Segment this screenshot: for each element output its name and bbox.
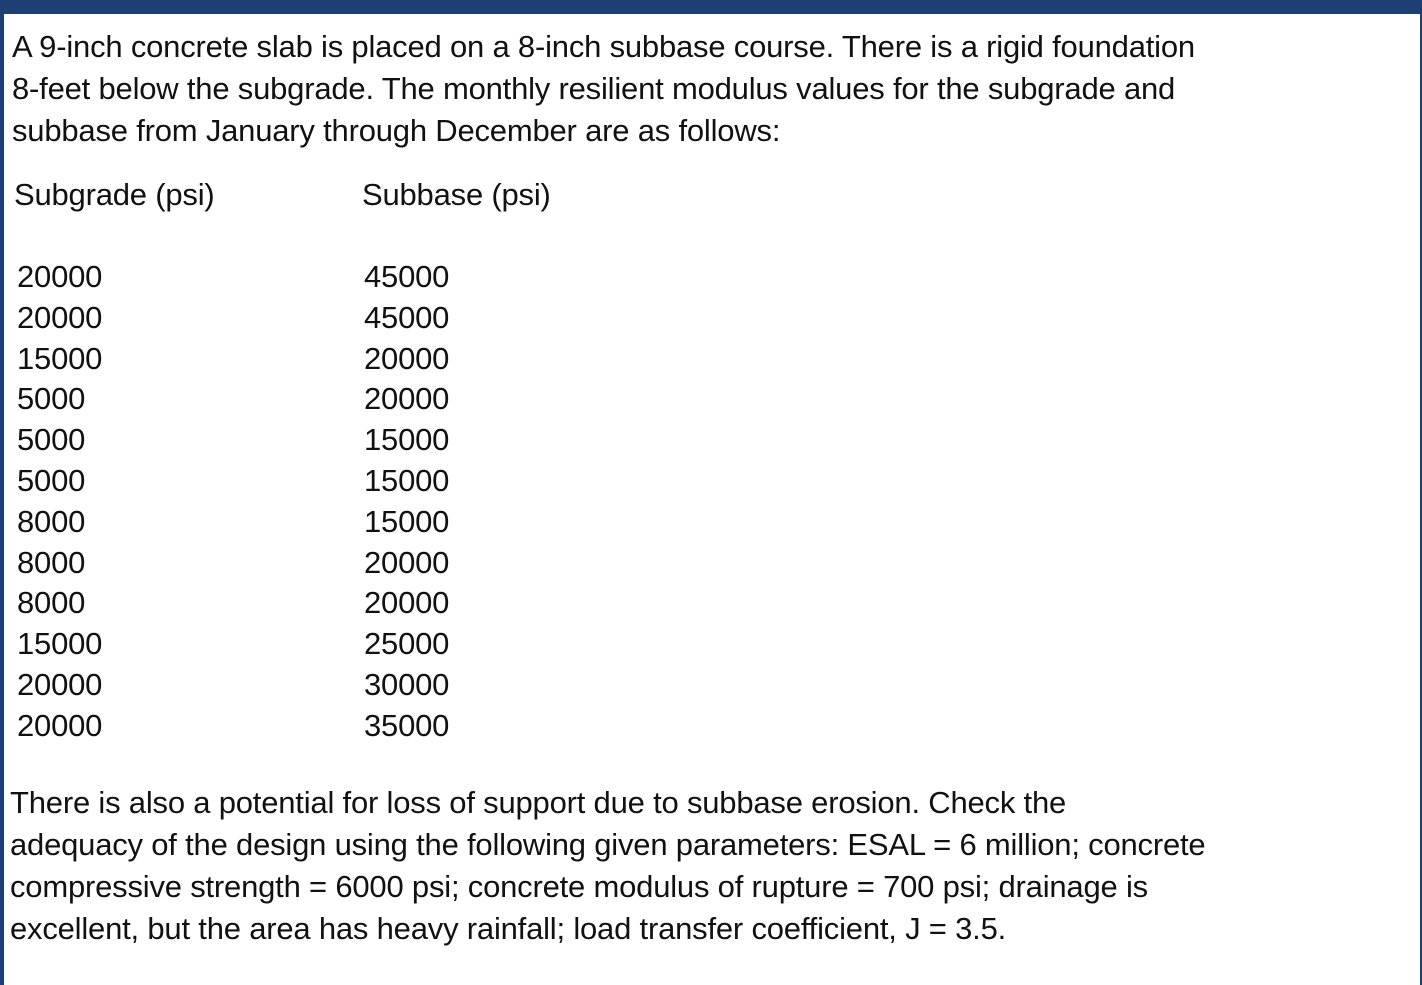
subgrade-value: 8000	[17, 503, 86, 539]
intro-paragraph	[12, 26, 1195, 152]
subgrade-value: 20000	[17, 666, 103, 702]
subgrade-column-header: Subgrade (psi)	[14, 177, 215, 212]
subgrade-value: 20000	[17, 299, 103, 335]
subbase-values-list	[364, 257, 449, 747]
outro-line: compressive strength = 6000 psi; concrete modulus of rupture = 700 psi; drainage is	[10, 869, 1148, 904]
subbase-value: 25000	[364, 626, 450, 662]
subbase-value: 20000	[364, 585, 450, 621]
subgrade-value: 15000	[17, 340, 103, 376]
subgrade-value: 5000	[17, 422, 86, 458]
intro-line: A 9-inch concrete slab is placed on a 8-inch subbase course. There is a rigid foundation	[12, 29, 1195, 64]
subbase-value: 20000	[364, 544, 450, 580]
subbase-value: 45000	[364, 259, 450, 294]
subbase-value: 20000	[364, 381, 450, 417]
intro-line: 8-feet below the subgrade. The monthly resilient modulus values for the subgrade and	[12, 71, 1176, 106]
subgrade-value: 8000	[17, 585, 86, 621]
subbase-value: 15000	[364, 462, 450, 498]
subbase-value: 20000	[364, 340, 450, 376]
subbase-value: 30000	[364, 666, 450, 702]
document-page	[4, 14, 1420, 985]
subgrade-value: 5000	[17, 462, 86, 498]
outro-line: adequacy of the design using the following given parameters: ESAL = 6 million; concrete	[10, 827, 1206, 862]
subgrade-value: 20000	[17, 259, 103, 294]
subgrade-value: 20000	[17, 707, 103, 743]
outro-line: excellent, but the area has heavy rainfall; load transfer coefficient, J = 3.5.	[10, 911, 1007, 946]
subgrade-value: 8000	[17, 544, 86, 580]
outro-paragraph	[10, 782, 1205, 950]
intro-line: subbase from January through December are as follows:	[12, 113, 781, 148]
subbase-value: 15000	[364, 422, 450, 458]
subgrade-values-list	[17, 257, 102, 747]
outro-line: There is also a potential for loss of support due to subbase erosion. Check the	[10, 785, 1067, 820]
subbase-value: 45000	[364, 299, 450, 335]
subbase-column-header: Subbase (psi)	[362, 177, 551, 212]
subgrade-value: 15000	[17, 626, 103, 662]
subgrade-value: 5000	[17, 381, 86, 417]
subbase-value: 15000	[364, 503, 450, 539]
subbase-value: 35000	[364, 707, 450, 743]
